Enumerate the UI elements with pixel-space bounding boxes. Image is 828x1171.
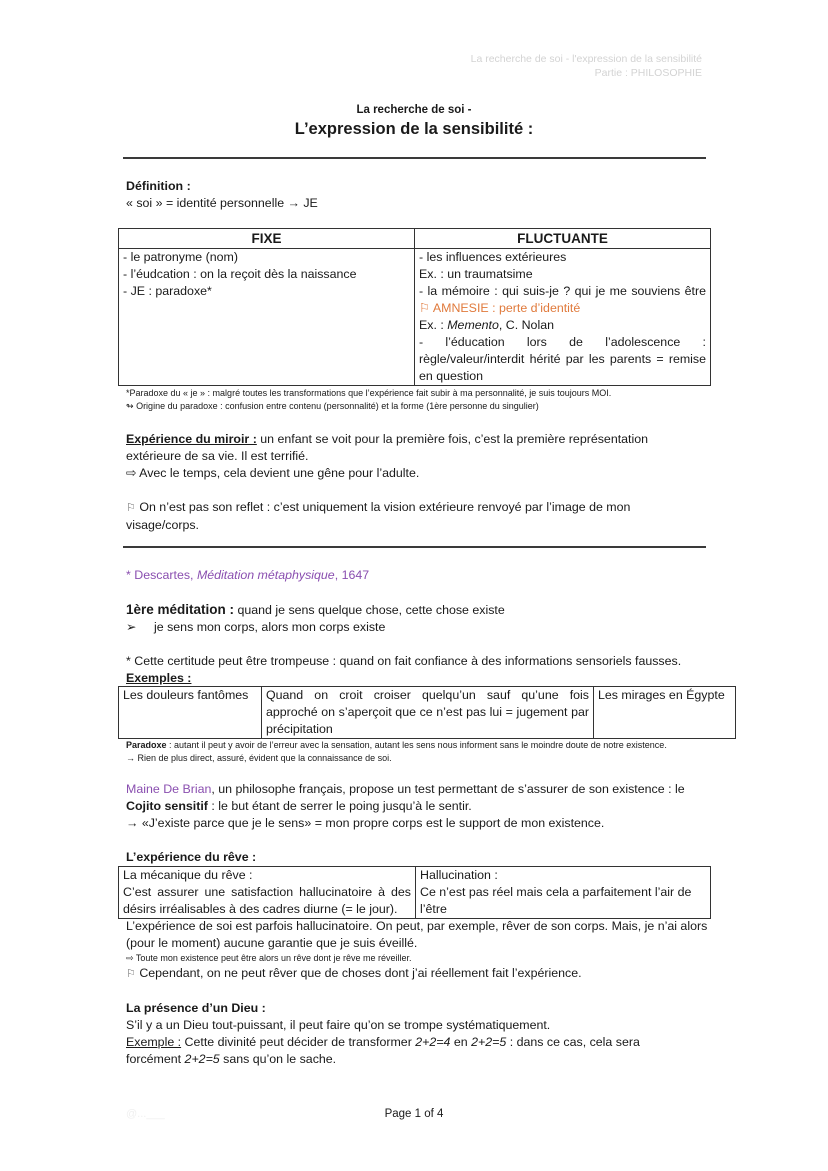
amnesie-note: AMNESIE : perte d’identité	[432, 301, 581, 315]
column-header-fluctuante: FLUCTUANTE	[415, 229, 711, 249]
examples-table	[118, 686, 736, 739]
fluctuante-item: Ex. : un traumatsime	[419, 267, 533, 281]
paradoxe-notes: Paradoxe : autant il peut y avoir de l’erreur avec la sensation, autant les sens nous informent sans le moindre doute de notre existence. → Rien de plus direct, assuré, évident que la connaissance de soi.	[126, 739, 746, 765]
meditation-heading: 1ère méditation :	[126, 602, 235, 617]
example-cell: Les mirages en Égypte	[594, 687, 736, 739]
identity-table	[118, 228, 711, 386]
column-header-fixe: FIXE	[119, 229, 415, 249]
fixe-cell	[119, 249, 415, 386]
mirror-paragraph: Expérience du miroir : un enfant se voit pour la première fois, c’est la première représentation extérieure de sa vie. Il est terrifié.	[126, 432, 649, 463]
cojito-term: Cojito sensitif	[126, 799, 208, 813]
philosopher-name: Maine De Brian	[126, 782, 212, 796]
dieu-text: S’il y a un Dieu tout-puissant, il peut faire qu’on se trompe systématiquement.	[126, 1018, 551, 1032]
example-label: Exemple :	[126, 1035, 182, 1049]
fluctuante-item: - les influences extérieures	[419, 250, 567, 264]
dieu-section	[126, 1000, 686, 1068]
footnote-paradoxe: *Paradoxe du « je » : malgré toutes les transformations que l’expérience fait subir à ma personnalité, je suis toujours MOI.	[126, 388, 612, 398]
flag-icon: ⚐	[126, 502, 136, 514]
paradoxe-label: Paradoxe	[126, 740, 167, 750]
reve-table	[118, 866, 711, 919]
divider	[123, 157, 706, 159]
descartes-reference: * Descartes, Méditation métaphysique, 1647	[126, 568, 370, 582]
flag-icon: ⚐	[126, 968, 136, 980]
arrow-right-icon: ⇨	[126, 953, 134, 963]
rien-note: → Rien de plus direct, assuré, évident que la connaissance de soi.	[126, 753, 392, 763]
dieu-example: Exemple : Cette divinité peut décider de transformer 2+2=4 en 2+2=5 : dans ce cas, cela sera forcément 2+2=5 sans qu’on le sache.	[126, 1035, 640, 1066]
turn-arrow-icon: ↬	[126, 401, 134, 411]
flag-icon: ⚐	[419, 301, 431, 315]
definition-section	[126, 178, 318, 212]
meditation-line: 1ère méditation : quand je sens quelque chose, cette chose existe	[126, 602, 505, 617]
certitude-text: * Cette certitude peut être trompeuse : quand on fait confiance à des informations sensoriels fausses.	[126, 654, 682, 668]
watermark: @...___	[126, 1108, 165, 1120]
meditation-section	[126, 601, 746, 687]
reve-small-note: ⇨ Toute mon existence peut être alors un rêve dont je rêve me réveiller.	[126, 953, 412, 963]
example-cell: Les douleurs fantômes	[119, 687, 262, 739]
dieu-heading: La présence d’un Dieu :	[126, 1001, 266, 1015]
example-cell: Quand on croit croiser quelqu’un sauf qu’une fois approché on s’aperçoit que ce n’est pas lui = jugement par précipitation	[262, 687, 594, 739]
page-title: L’expression de la sensibilité :	[294, 120, 534, 138]
fluctuante-item: - l’éducation lors de l’adolescence : règle/valeur/interdit hérité par les parents = remise en question	[419, 335, 706, 383]
footnote-origine: ↬ Origine du paradoxe : confusion entre contenu (personnalité) et la forme (1ère personne du singulier)	[126, 401, 539, 411]
fixe-item: - JE : paradoxe*	[123, 284, 212, 298]
fluctuante-cell	[415, 249, 711, 386]
running-part: Partie : PHILOSOPHIE	[594, 67, 702, 79]
maine-quote: → «J’existe parce que je le sens» = mon propre corps est le support de mon existence.	[126, 816, 605, 830]
fixe-item: - le patronyme (nom)	[123, 250, 238, 264]
mirror-flag-line: ⚐ On n’est pas son reflet : c’est uniquement la vision extérieure renvoyé par l’image de mon visage/corps.	[126, 500, 631, 532]
page-subtitle: La recherche de soi -	[356, 104, 472, 116]
maine-section: Maine De Brian, un philosophe français, propose un test permettant de s’assurer de son existence : le Cojito sensitif : le but étant de serrer le poing jusqu’à le sentir. → «J’existe parce que je le sens» = mon propre corps est le support de mon existence.	[126, 781, 746, 832]
page-number: Page 1 of 4	[384, 1108, 444, 1120]
mirror-heading: Expérience du miroir :	[126, 432, 257, 446]
running-title: La recherche de soi - l'expression de la sensibilité	[470, 53, 702, 65]
arrow-right-icon: ⇨	[126, 466, 137, 480]
divider	[123, 546, 706, 548]
mirror-section	[126, 431, 686, 534]
reve-paragraph: L’expérience de soi est parfois hallucinatoire. On peut, par exemple, rêver de son corps. Mais, je n’ai alors (pour le moment) aucune garantie que je suis éveillé.	[126, 919, 708, 950]
film-title: Memento	[447, 318, 499, 332]
fluctuante-item: - la mémoire : qui suis-je ? qui je me souviens être ⚐ AMNESIE : perte d’identité	[419, 284, 706, 315]
reve-text-block	[126, 918, 726, 983]
table-footnotes	[126, 387, 726, 413]
arrowhead-bullet-icon: ➢	[126, 620, 137, 634]
reve-flag-line: ⚐ Cependant, on ne peut rêver que de choses dont j’ai réellement fait l’expérience.	[126, 966, 582, 980]
reve-cell: La mécanique du rêve : C’est assurer une satisfaction hallucinatoire à des désirs irréalisables à des cadres diurne (= le jour).	[119, 867, 416, 919]
definition-text: « soi » = identité personnelle → JE	[126, 196, 318, 210]
examples-heading: Exemples :	[126, 671, 192, 685]
running-header	[471, 52, 702, 80]
fluctuante-item: Ex. : Memento, C. Nolan	[419, 318, 554, 332]
fixe-item: - l’éudcation : on la reçoit dès la naissance	[123, 267, 357, 281]
work-title: Méditation métaphysique	[196, 568, 335, 582]
reve-cell: Hallucination : Ce n’est pas réel mais cela a parfaitement l’air de l’être	[416, 867, 711, 919]
definition-heading: Définition :	[126, 179, 191, 193]
meditation-bullet: ➢ je sens mon corps, alors mon corps existe	[126, 620, 386, 634]
mirror-arrow-line: ⇨ Avec le temps, cela devient une gêne pour l’adulte.	[126, 466, 420, 480]
reve-heading: L’expérience du rêve :	[126, 850, 257, 864]
